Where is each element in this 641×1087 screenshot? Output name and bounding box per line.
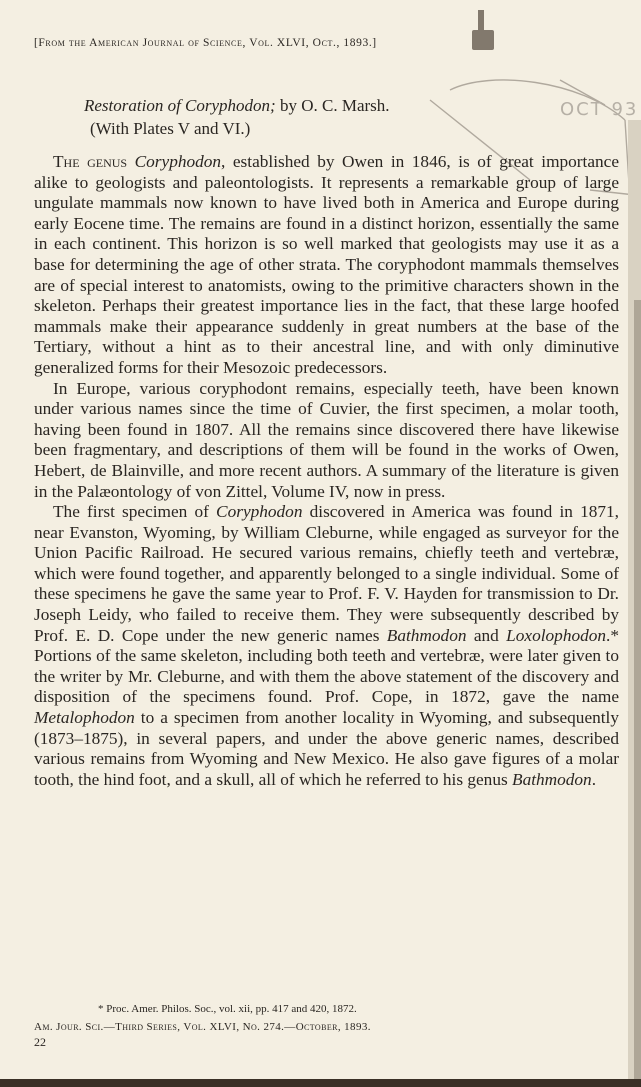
p3-text-k: .	[591, 769, 597, 789]
p3-text-i: to a specimen from another locality in Wyoming, and subsequently (1873–1875), in several papers, and under the above generic names, described various remains from Wyoming and New Mexico. He also gave figures of a molar tooth, the hind foot, and a skull, all of which he referred to his genus	[34, 708, 619, 789]
paragraph-3	[34, 502, 619, 790]
journal-line: Am. Jour. Sci.—Third Series, Vol. XLVI, No. 274.—October, 1893.	[34, 1021, 371, 1033]
p3-text-g: .* Portions of the same skeleton, including both teeth and vertebræ, were later given to the writer by Mr. Cleburne, and with them the above statement of the discovery and disposition of the specimens found. Prof. Cope, in 1872, gave the name	[34, 625, 619, 707]
plates-note: (With Plates V and VI.)	[90, 119, 251, 138]
footnote: * Proc. Amer. Philos. Soc., vol. xii, pp. 417 and 420, 1872.	[98, 1003, 357, 1015]
paragraph-2: In Europe, various coryphodont remains, especially teeth, have been known under various names since the time of Cuvier, the first specimen, a molar tooth, having been found in 1807. All the remains since discovered there have likewise been fragmentary, and descriptions of them will be found in the works of Owen, Hebert, de Blainville, and more recent authors. A summary of the literature is given in the Palæontology of von Zittel, Volume IV, now in press.	[34, 378, 619, 501]
genus-name: Loxolophodon	[506, 625, 607, 645]
p1-lead: The genus	[53, 152, 135, 171]
bottom-edge	[0, 1079, 641, 1087]
page-edge-shadow	[622, 120, 641, 1080]
title-italic: Restoration of Coryphodon;	[84, 96, 276, 115]
title-byline: by O. C. Marsh.	[275, 96, 390, 115]
p3-text-c: discovered in America was found in 1871, near Evanston, Wyoming, by William Cleburne, while engaged as surveyor for the Union Pacific Railroad. He secured various remains, chiefly teeth and vertebræ, which were found together, and apparently belonged to a single individual. Some of these specimens he gave the same year to Prof. F. V. Hayden for transmission to Dr. Joseph Leidy, who failed to receive them. They were subsequently described by Prof. E. D. Cope under the new generic names	[34, 502, 619, 645]
article-body	[34, 152, 619, 790]
page-number: 22	[34, 1035, 46, 1049]
genus-name: Coryphodon	[216, 502, 303, 522]
paragraph-1	[34, 152, 619, 379]
genus-name: Bathmodon	[386, 625, 467, 645]
seal-mark	[410, 0, 500, 70]
received-stamp-text: OCT 93	[560, 99, 639, 120]
source-header: [From the American Journal of Science, Vol. XLVI, Oct., 1893.]	[34, 37, 377, 49]
p3-text-a: The first specimen of	[53, 502, 217, 522]
p3-text-e: and	[466, 625, 507, 645]
article-title	[84, 96, 624, 116]
genus-name: Bathmodon	[512, 769, 592, 789]
p1-text: , established by Owen in 1846, is of great importance alike to geologists and paleontologists. It represents a remarkable group of large ungulate mammals now known to have lived both in America and Europe during early Eocene time. The remains are found in a distinct horizon, essentially the same in each continent. This horizon is so well marked that geologists may use it as a base for determining the age of other strata. The coryphodont mammals themselves are of special interest to anatomists, owing to the primitive characters shown in the skeleton. Perhaps their greatest importance lies in the fact, that these large hoofed mammals make their appearance suddenly in great numbers at the base of the Tertiary, without a hint as to their ancestral line, and with only diminutive generalized forms for their Mesozoic predecessors.	[34, 152, 619, 377]
genus-name: Metalophodon	[34, 708, 135, 728]
genus-name: Coryphodon	[134, 152, 222, 171]
